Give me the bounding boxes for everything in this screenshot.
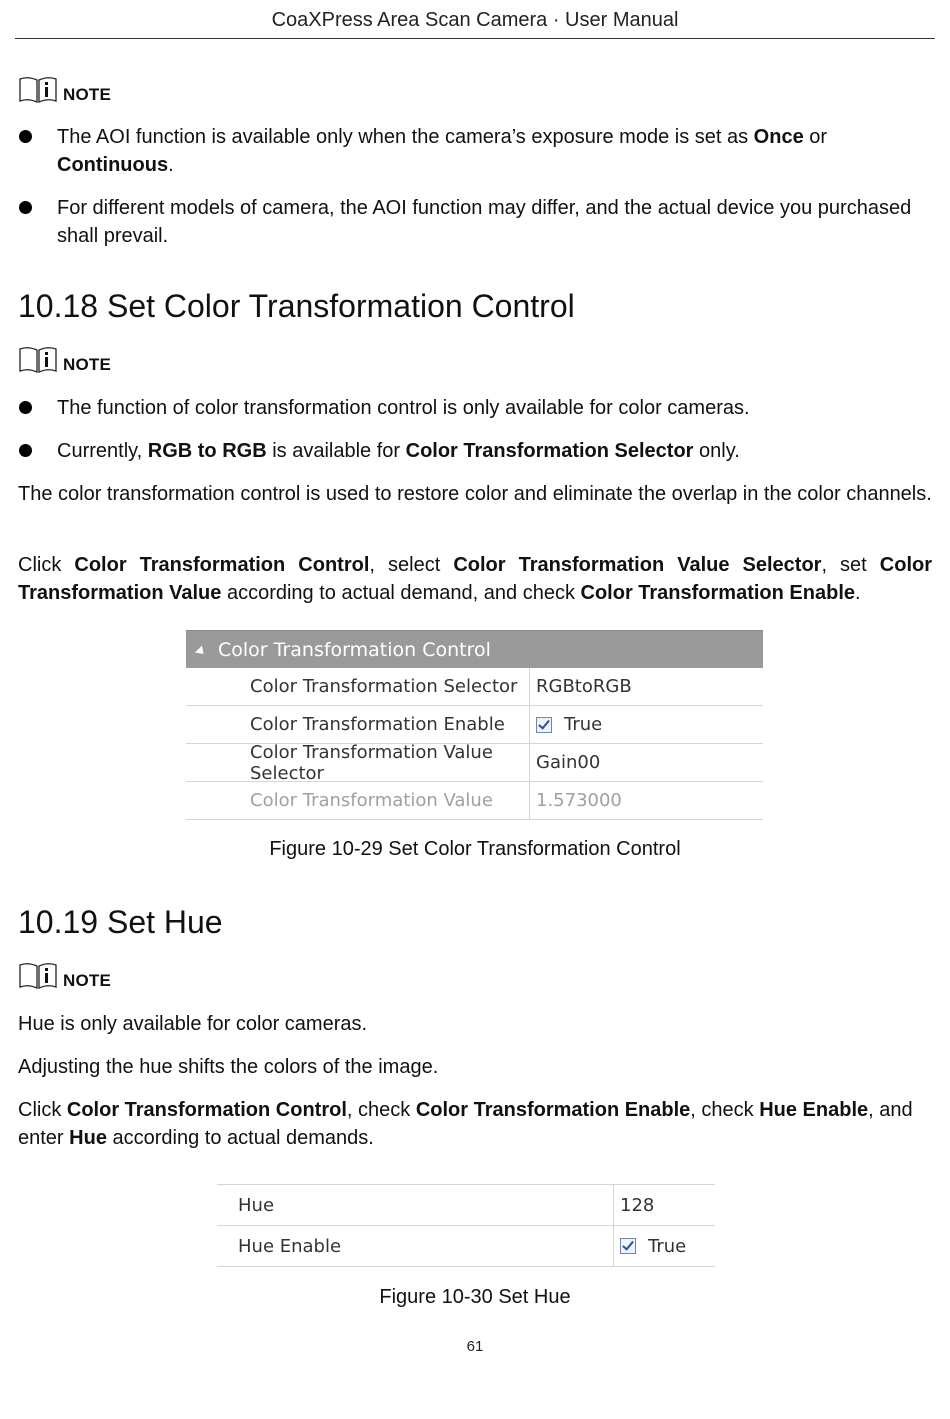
property-name: Hue [217,1185,614,1225]
section-heading-10-19: 10.19 Set Hue [18,904,223,940]
hue-para-3: Click Color Transformation Control, check Color Transformation Enable, check Hue Enable, and enter Hue according to actual demands. [18,1099,913,1149]
page-number: 61 [466,1338,484,1355]
section-heading-10-18: 10.18 Set Color Transformation Control [18,288,575,324]
property-value[interactable]: 128 [620,1194,655,1216]
property-value[interactable]: RGBtoRGB [536,676,632,697]
figure-caption-10-30: Figure 10-30 Set Hue [379,1286,571,1308]
note-callout [18,345,111,375]
property-row[interactable] [186,782,763,820]
property-row[interactable] [217,1185,715,1226]
hue-para-1: Hue is only available for color cameras. [18,1013,368,1035]
property-row[interactable] [217,1226,715,1267]
bullet-dot [19,401,32,414]
checkbox-checked-icon[interactable] [536,717,552,733]
color-para-2: Click Color Transformation Control, select Color Transformation Value Selector, set Color Transformation Value according to actual demand, and check Color Transformation Enable. [18,554,933,604]
note-label: NOTE [63,971,112,990]
property-name: Color Transformation Value [186,782,530,819]
property-group-header[interactable] [186,630,763,668]
property-name: Color Transformation Enable [186,706,530,743]
property-row[interactable] [186,706,763,744]
header-rule [15,38,935,39]
property-name: Color Transformation Value Selector [186,744,530,781]
property-group-label: Color Transformation Control [218,638,491,661]
running-header: CoaXPress Area Scan Camera · User Manual [271,9,679,31]
checkbox-label: True [564,714,603,735]
property-value[interactable]: Gain00 [536,752,601,773]
property-value[interactable]: 1.573000 [536,790,622,811]
aoi-note-2: For different models of camera, the AOI function may differ, and the actual device you purchased shall prevail. [57,197,912,247]
checkbox-label: True [648,1235,687,1257]
property-value[interactable] [530,706,602,743]
checkbox-checked-icon[interactable] [620,1238,636,1254]
color-note-1: The function of color transformation control is only available for color cameras. [57,397,750,419]
collapse-triangle-icon[interactable] [195,645,207,657]
figure-caption-10-29: Figure 10-29 Set Color Transformation Control [269,838,681,860]
color-para-1: The color transformation control is used to restore color and eliminate the overlap in the color channels. [18,483,932,505]
bullet-dot [19,444,32,457]
color-transformation-property-grid [186,630,763,820]
note-book-icon [18,345,58,375]
note-label: NOTE [63,85,112,104]
color-note-2: Currently, RGB to RGB is available for Color Transformation Selector only. [57,440,740,462]
note-label: NOTE [63,355,112,374]
note-callout [18,75,111,105]
note-book-icon [18,961,58,991]
property-name: Color Transformation Selector [186,668,530,705]
property-row[interactable] [186,668,763,706]
note-book-icon [18,75,58,105]
bullet-dot [19,130,32,143]
aoi-note-1: The AOI function is available only when the camera’s exposure mode is set as Once or Continuous. [57,126,828,176]
property-row[interactable] [186,741,763,784]
hue-para-2: Adjusting the hue shifts the colors of the image. [18,1056,439,1078]
hue-property-grid [217,1184,715,1267]
property-name: Hue Enable [217,1226,614,1266]
note-callout [18,961,111,991]
bullet-dot [19,201,32,214]
property-value[interactable] [614,1226,686,1266]
